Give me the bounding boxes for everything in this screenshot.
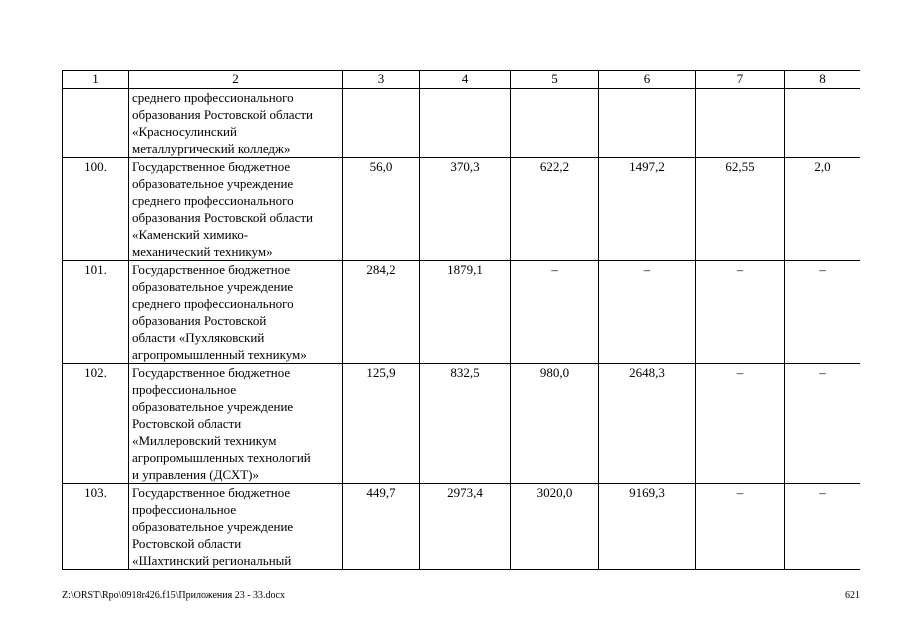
footer-page-number: 621 (845, 590, 860, 601)
document-table (62, 70, 860, 570)
row-number-cell: 100. (63, 158, 129, 261)
value-cell-col-6 (599, 89, 696, 158)
header-cell: 3 (343, 71, 420, 89)
institution-name-line: агропромышленных технологий (132, 450, 311, 465)
header-cell: 7 (696, 71, 785, 89)
value-cell-col-8: 2,0 (785, 158, 861, 261)
institution-name-line: «Миллеровский техникум (132, 433, 277, 448)
value-cell-col-4: 370,3 (420, 158, 511, 261)
value-cell-col-8 (785, 89, 861, 158)
table-row (63, 364, 861, 484)
row-number-cell: 101. (63, 261, 129, 364)
institution-name-line: Ростовской области (132, 536, 242, 551)
table-row (63, 261, 861, 364)
institution-name-cell (129, 484, 343, 570)
institution-name-line: Государственное бюджетное (132, 365, 291, 380)
value-cell-col-6: – (599, 261, 696, 364)
institution-name-line: среднего профессионального (132, 193, 294, 208)
institution-name-line: металлургический колледж» (132, 141, 291, 156)
institution-name-cell (129, 158, 343, 261)
institution-name-line: образовательное учреждение (132, 176, 294, 191)
institution-name-cell (129, 364, 343, 484)
institution-name-line: механический техникум» (132, 244, 273, 259)
institution-name-line: образовательное учреждение (132, 519, 294, 534)
row-number-cell: 102. (63, 364, 129, 484)
value-cell-col-4: 2973,4 (420, 484, 511, 570)
institution-name-line: образования Ростовской области (132, 210, 313, 225)
institution-name-line: Ростовской области (132, 416, 242, 431)
table-row (63, 89, 861, 158)
institution-name-line: образования Ростовской (132, 313, 267, 328)
header-cell: 5 (511, 71, 599, 89)
institution-name-line: Государственное бюджетное (132, 159, 291, 174)
value-cell-col-7: 62,55 (696, 158, 785, 261)
institution-name-line: Государственное бюджетное (132, 485, 291, 500)
value-cell-col-6: 2648,3 (599, 364, 696, 484)
institution-name-line: профессиональное (132, 382, 237, 397)
table-row (63, 484, 861, 570)
table-row (63, 158, 861, 261)
value-cell-col-6: 9169,3 (599, 484, 696, 570)
value-cell-col-3 (343, 89, 420, 158)
value-cell-col-3: 125,9 (343, 364, 420, 484)
value-cell-col-3: 56,0 (343, 158, 420, 261)
institution-name-line: «Каменский химико- (132, 227, 249, 242)
institution-name-cell (129, 261, 343, 364)
header-cell: 8 (785, 71, 861, 89)
table-header-row (63, 71, 861, 89)
value-cell-col-4: 832,5 (420, 364, 511, 484)
header-cell: 4 (420, 71, 511, 89)
institution-name-line: среднего профессионального (132, 90, 294, 105)
value-cell-col-5: – (511, 261, 599, 364)
institution-name-line: и управления (ДСХТ)» (132, 467, 259, 482)
footer-file-path: Z:\ORST\Rpo\0918r426.f15\Приложения 23 - 33.docx (62, 590, 285, 601)
institution-name-line: Государственное бюджетное (132, 262, 291, 277)
institution-name-line: среднего профессионального (132, 296, 294, 311)
institution-name-line: образовательное учреждение (132, 399, 294, 414)
institution-name-cell (129, 89, 343, 158)
institution-name-line: профессиональное (132, 502, 237, 517)
value-cell-col-7: – (696, 261, 785, 364)
value-cell-col-3: 449,7 (343, 484, 420, 570)
header-cell: 6 (599, 71, 696, 89)
institution-name-line: агропромышленный техникум» (132, 347, 307, 362)
value-cell-col-8: – (785, 484, 861, 570)
value-cell-col-7 (696, 89, 785, 158)
row-number-cell (63, 89, 129, 158)
value-cell-col-7: – (696, 484, 785, 570)
header-cell: 1 (63, 71, 129, 89)
value-cell-col-5 (511, 89, 599, 158)
value-cell-col-5: 622,2 (511, 158, 599, 261)
value-cell-col-8: – (785, 364, 861, 484)
value-cell-col-5: 980,0 (511, 364, 599, 484)
value-cell-col-4: 1879,1 (420, 261, 511, 364)
institution-name-line: «Шахтинский региональный (132, 553, 292, 568)
institution-name-line: образования Ростовской области (132, 107, 313, 122)
value-cell-col-4 (420, 89, 511, 158)
institution-name-line: области «Пухляковский (132, 330, 265, 345)
value-cell-col-3: 284,2 (343, 261, 420, 364)
value-cell-col-7: – (696, 364, 785, 484)
header-cell: 2 (129, 71, 343, 89)
value-cell-col-8: – (785, 261, 861, 364)
institution-name-line: образовательное учреждение (132, 279, 294, 294)
institution-name-line: «Красносулинский (132, 124, 237, 139)
value-cell-col-5: 3020,0 (511, 484, 599, 570)
value-cell-col-6: 1497,2 (599, 158, 696, 261)
row-number-cell: 103. (63, 484, 129, 570)
document-table-container (62, 70, 860, 576)
